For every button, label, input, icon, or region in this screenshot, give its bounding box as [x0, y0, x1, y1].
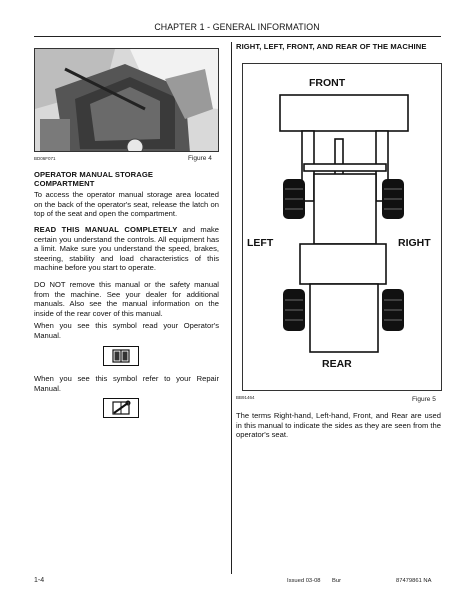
figure-5-caption: Figure 5: [412, 396, 436, 403]
language-code: Bur: [332, 578, 342, 584]
operator-manual-symbol: [103, 346, 139, 366]
part-number: 87479861 NA: [396, 578, 432, 584]
repair-manual-symbol: [103, 398, 139, 418]
rear-label: REAR: [322, 358, 352, 370]
machine-sides-heading: RIGHT, LEFT, FRONT, AND REAR OF THE MACHINE: [236, 42, 427, 51]
do-not-remove-paragraph: DO NOT remove this manual or the safety manual from the machine. See your dealer for additional manuals. Also see the manual information on the inside of the rear cover of this manual.: [34, 280, 219, 318]
issue-date: Issued 03-08: [287, 578, 321, 584]
wrench-book-icon: [104, 399, 138, 417]
column-divider: [231, 42, 232, 574]
chapter-header: CHAPTER 1 - GENERAL INFORMATION: [154, 22, 320, 32]
photo-id: BD06F071: [34, 156, 56, 161]
page-number: 1-4: [34, 577, 45, 584]
read-manual-paragraph: [34, 225, 219, 273]
right-label: RIGHT: [398, 237, 431, 249]
figure-5-id: BB91464: [236, 395, 255, 400]
read-manual-bold: READ THIS MANUAL COMPLETELY: [34, 225, 178, 234]
book-icon: [104, 347, 138, 365]
repair-symbol-paragraph: When you see this symbol refer to your Repair Manual.: [34, 374, 219, 393]
left-label: LEFT: [247, 237, 274, 249]
machine-diagram: [242, 63, 442, 391]
seat-photo-illustration: [35, 49, 219, 152]
seat-storage-photo: [34, 48, 219, 152]
header-rule: [34, 36, 441, 37]
storage-heading: OPERATOR MANUAL STORAGE COMPARTMENT: [34, 170, 154, 188]
figure-4-caption: Figure 4: [188, 155, 212, 162]
operator-symbol-paragraph: When you see this symbol read your Operator's Manual.: [34, 321, 219, 340]
front-label: FRONT: [309, 77, 346, 89]
read-manual-rest: and make certain you understand the controls. All equipment has a limit. Make sure you understand the speed, brakes, steering, stability and load characteristics of this machine before you start to operate.: [34, 225, 219, 273]
storage-paragraph: To access the operator manual storage area located on the back of the operator's seat, release the latch on top of the seat and open the compartment.: [34, 190, 219, 219]
sides-paragraph: The terms Right-hand, Left-hand, Front, and Rear are used in this manual to indicate the sides as they are seen from the operator's seat.: [236, 411, 441, 440]
tractor-top-view: [243, 64, 441, 390]
